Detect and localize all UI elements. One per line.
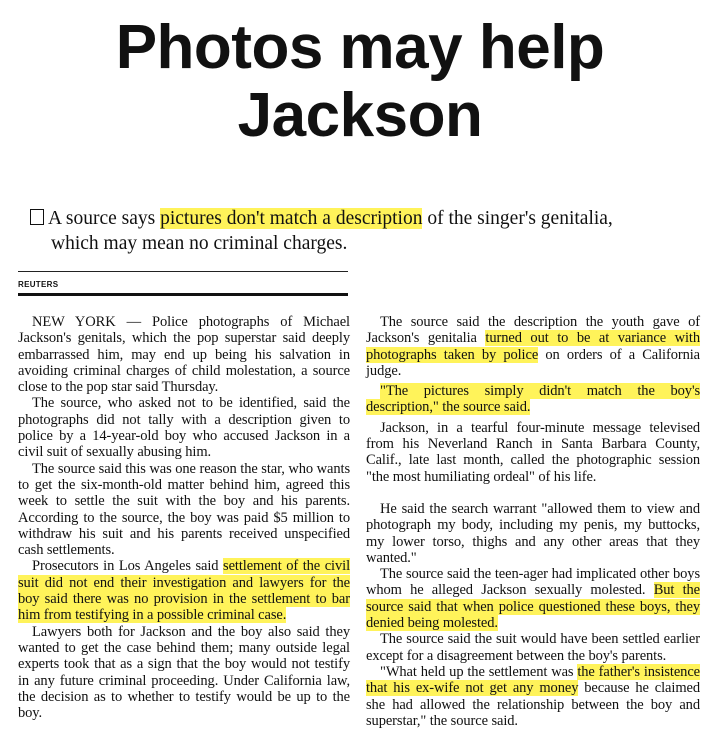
headline-line-2: Jackson <box>237 81 483 150</box>
paragraph: He said the search warrant "allowed them to view and photograph my body, including my penis, my buttocks, my lower torso, thighs and any other areas that they wanted." <box>366 500 700 566</box>
paragraph <box>366 566 700 631</box>
paragraph <box>366 314 700 379</box>
deck-rest-1: of the singer's genitalia, <box>422 208 613 229</box>
paragraph-lead: Prosecutors in Los Angeles said <box>32 558 224 575</box>
paragraph: Lawyers both for Jackson and the boy also said they wanted to get the case behind them; many outside legal experts took that as a sign that the boy would not testify in any future criminal proceeding. Under California law, the decision as to whether to testify would be up to the boy. <box>18 623 350 722</box>
paragraph-rest: on orders of a California judge. <box>366 346 700 379</box>
article-column-left <box>18 314 350 721</box>
paragraph: NEW YORK — Police photographs of Michael Jackson's genitals, which the pop superstar said deeply embarrassed him, may end up being his salvation in avoiding criminal charges of child molestation, a source close to the pop star said Thursday. <box>18 314 350 396</box>
highlighted-text: the father's insistence that his ex-wife not get any money <box>366 663 700 697</box>
deck-highlight: pictures don't match a description <box>160 208 423 229</box>
article-column-right <box>366 314 700 729</box>
paragraph: The source said this was one reason the star, who wants to get the six-month-old matter behind him, agreed this week to settle the suit with the boy and his parents. According to the source, the boy was paid $5 million to withdraw his suit and his parents received unspecified cash settlements. <box>18 460 350 559</box>
paragraph-lead: "What held up the settlement was <box>380 663 578 680</box>
paragraph: The source said the suit would have been settled earlier except for a disagreement between the boy's parents. <box>366 631 700 664</box>
paragraph-lead: The source said the teen-ager had implicated other boys whom he alleged Jackson sexually molested. <box>366 566 700 599</box>
paragraph: The source, who asked not to be identified, said the photographs did not tally with a description given to police by a 14-year-old boy who accused Jackson in a civil suit of sexually abusing him. <box>18 395 350 461</box>
headline <box>0 14 720 150</box>
highlighted-text: settlement of the civil suit did not end their investigation and lawyers for the boy said there was no provision in the settlement to bar him from testifying in a possible criminal case. <box>18 558 350 624</box>
paragraph <box>366 383 700 416</box>
divider-thin <box>18 271 348 272</box>
wire-credit: REUTERS <box>18 280 59 289</box>
paragraph <box>366 664 700 729</box>
headline-line-1: Photos may help <box>115 13 605 82</box>
paragraph <box>18 558 350 623</box>
deck-lead: A source says <box>48 208 161 229</box>
checkbox-bullet-icon <box>30 209 44 225</box>
highlighted-text: "The pictures simply didn't match the boy's description," the source said. <box>366 383 700 416</box>
divider-thick <box>18 293 348 296</box>
deck-rest-2: which may mean no criminal charges. <box>51 233 348 254</box>
deck-subhead <box>30 206 710 256</box>
paragraph-rest: because he claimed she had allowed the relationship between the boy and superstar," the source said. <box>366 680 700 729</box>
highlighted-text: But the source said that when police questioned these boys, they denied being molested. <box>366 582 700 632</box>
paragraph-lead: The source said the description the youth gave of Jackson's genitalia <box>366 314 700 347</box>
highlighted-text: turned out to be at variance with photographs taken by police <box>366 330 700 363</box>
paragraph: Jackson, in a tearful four-minute message televised from his Neverland Ranch in Santa Barbara County, Calif., late last month, called the photographic session "the most humiliating ordeal" of his life. <box>366 419 700 485</box>
